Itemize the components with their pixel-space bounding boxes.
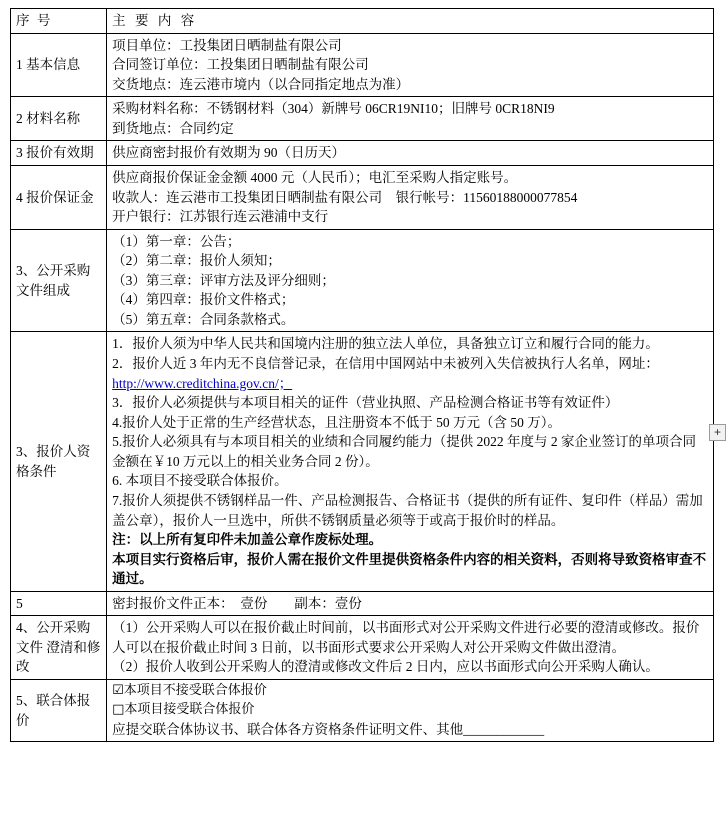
row-no-9: 5、联合体报价	[11, 680, 107, 742]
row-no-3: 3 报价有效期	[11, 141, 107, 166]
row-line: 交货地点：连云港市境内（以合同指定地点为准）	[112, 76, 410, 92]
row-body-5	[107, 229, 714, 332]
table-row	[11, 97, 714, 141]
procurement-table	[10, 8, 714, 742]
row-line: （5）第五章：合同条款格式。	[112, 311, 295, 327]
row-no-6: 3、报价人资格条件	[11, 332, 107, 591]
table-row	[11, 616, 714, 680]
row-line: 6. 本项目不接受联合体报价。	[112, 473, 288, 489]
checkbox-no-consortium[interactable]: ☑本项目不接受联合体报价	[112, 683, 267, 698]
row-body-8	[107, 616, 714, 680]
row-line: 应提交联合体协议书、联合体各方资格条件证明文件、其他____________	[112, 721, 545, 737]
table-row	[11, 165, 714, 229]
document-page	[0, 8, 727, 830]
row-line: 开户银行：江苏银行连云港浦中支行	[112, 209, 329, 225]
checkbox-accept-consortium[interactable]: □本项目接受联合体报价	[112, 701, 255, 717]
row-line: 4.报价人处于正常的生产经营状态，且注册资本不低于 50 万元（含 50 万）。	[112, 414, 561, 430]
table-row	[11, 591, 714, 616]
header-cell-content: 主 要 内 容	[107, 9, 714, 34]
row-line: （1）第一章：公告；	[112, 233, 241, 249]
row-line: 项目单位：工投集团日晒制盐有限公司	[112, 37, 342, 53]
row-line: 合同签订单位：工投集团日晒制盐有限公司	[112, 57, 369, 73]
table-row	[11, 332, 714, 591]
row-body-4	[107, 165, 714, 229]
row-line: 7.报价人须提供不锈钢样品一件、产品检测报告、合格证书（提供的所有证件、复印件（样品）需加盖公章），报价人一旦选中，所供不锈钢质量必须等于或高于报价时的样品。	[112, 492, 703, 528]
table-row	[11, 33, 714, 97]
row-line: 收款人：连云港市工投集团日晒制盐有限公司 银行帐号：11560188000077854	[112, 189, 578, 205]
row-line: （3）第三章：评审方法及评分细则；	[112, 272, 335, 288]
row-line: 采购材料名称：不锈钢材料（304）新牌号 06CR19NI10；旧牌号 0CR18NI9	[112, 101, 555, 117]
expand-button[interactable]: +	[709, 424, 726, 441]
row-line-bold: 本项目实行资格后审，报价人需在报价文件里提供资格条件内容的相关资料，否则将导致资格审查不通过。	[112, 551, 707, 587]
row-line: （4）第四章：报价文件格式；	[112, 292, 295, 308]
credit-china-link[interactable]: http://www.creditchina.gov.cn/；	[112, 375, 293, 391]
row-line: （1）公开采购人可以在报价截止时间前，以书面形式对公开采购文件进行必要的澄清或修改。报价人可以在报价截止时间 3 日前，以书面形式要求公开采购人对公开采购文件做出澄清。	[112, 620, 700, 655]
row-line: 1．报价人须为中华人民共和国境内注册的独立法人单位，具备独立订立和履行合同的能力。	[112, 336, 659, 352]
row-body-3	[107, 141, 714, 166]
row-no-1: 1 基本信息	[11, 33, 107, 97]
row-body-7	[107, 591, 714, 616]
row-line: 2．报价人近 3 年内无不良信誉记录，在信用中国网站中未被列入失信被执行人名单，网址：	[112, 356, 659, 371]
row-no-2: 2 材料名称	[11, 97, 107, 141]
table-header-row	[11, 9, 714, 34]
row-no-8: 4、公开采购文件 澄清和修改	[11, 616, 107, 680]
row-body-2	[107, 97, 714, 141]
header-cell-no: 序 号	[11, 9, 107, 34]
row-line: 到货地点：合同约定	[112, 120, 234, 136]
row-body-6	[107, 332, 714, 591]
row-line: 密封报价文件正本： 壹份 副本：壹份	[112, 595, 362, 611]
row-no-7: 5	[11, 591, 107, 616]
row-line: 供应商报价保证金金额 4000 元（人民币）；电汇至采购人指定账号。	[112, 169, 518, 185]
table-row	[11, 141, 714, 166]
row-no-4: 4 报价保证金	[11, 165, 107, 229]
row-line-bold: 注：以上所有复印件未加盖公章作废标处理。	[112, 532, 383, 548]
table-row	[11, 229, 714, 332]
row-line: 供应商密封报价有效期为 90（日历天）	[112, 145, 345, 161]
row-line: （2）第二章：报价人须知；	[112, 253, 281, 269]
row-body-1	[107, 33, 714, 97]
row-body-9	[107, 680, 714, 742]
row-line: 3．报价人必须提供与本项目相关的证件（营业执照、产品检测合格证书等有效证件）	[112, 395, 619, 411]
row-line: （2）报价人收到公开采购人的澄清或修改文件后 2 日内，应以书面形式向公开采购人确认。	[112, 659, 659, 675]
row-no-5: 3、公开采购文件组成	[11, 229, 107, 332]
table-row	[11, 680, 714, 742]
row-line: 5.报价人必须具有与本项目相关的业绩和合同履约能力（提供 2022 年度与 2 家企业签订的单项合同金额在￥10 万元以上的相关业务合同 2 份）。	[112, 434, 696, 469]
